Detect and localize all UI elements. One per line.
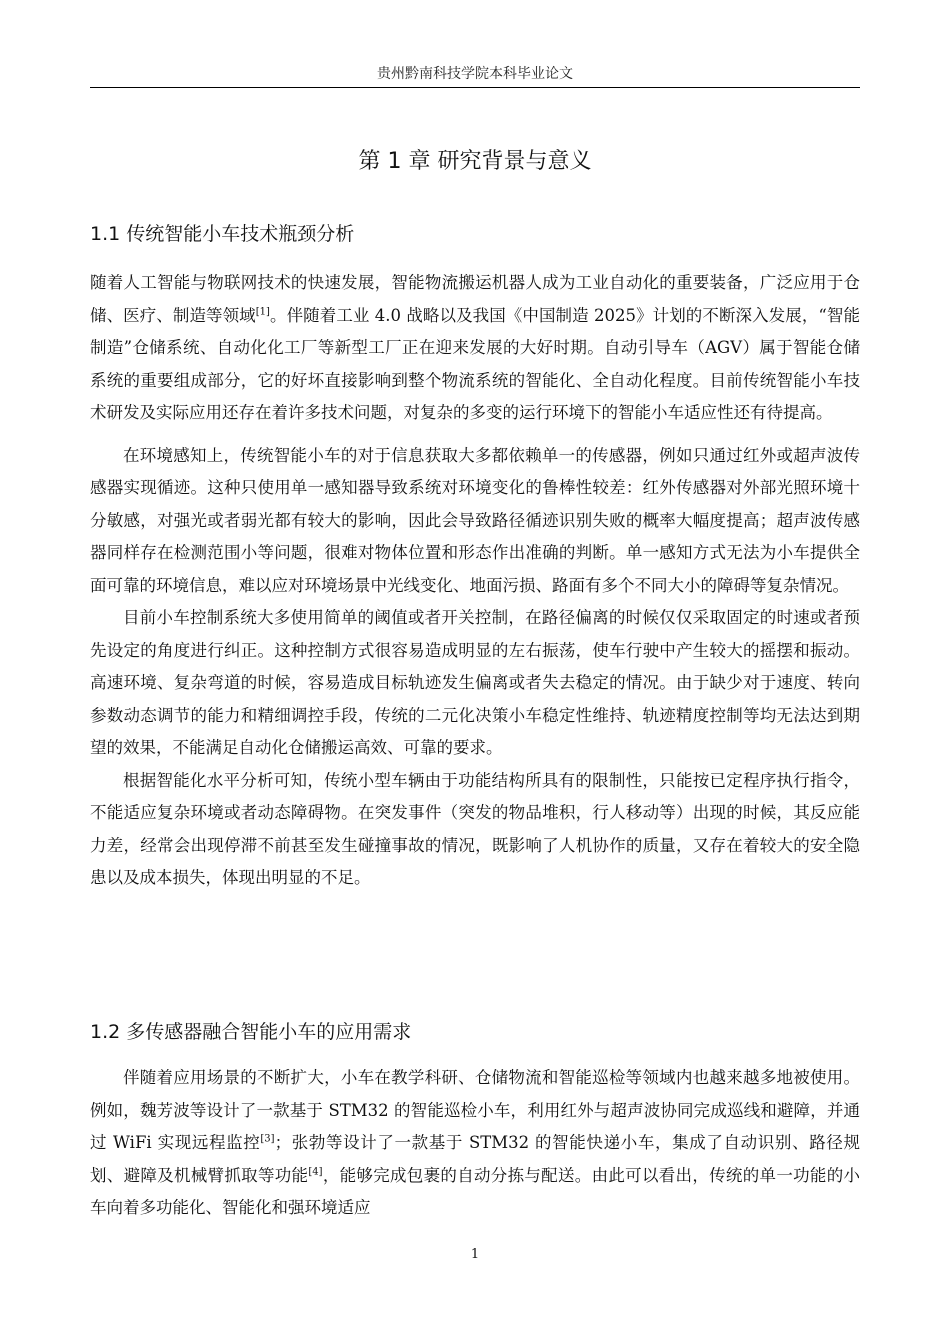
page-number: 1: [470, 1247, 480, 1262]
citation-4: [4]: [308, 1166, 323, 1177]
chapter-title: 第 1 章 研究背景与意义: [358, 149, 592, 174]
citation-1: [1]: [255, 306, 270, 317]
section-title-1-1: 1.1 传统智能小车技术瓶颈分析: [90, 223, 355, 245]
paragraph-5-text-a: 伴随着应用场景的不断扩大，小车在教学科研、仓储物流和智能巡检等领域内也越来越多地被使用。例如，魏芳波等设计了一款基于 STM32 的智能巡检小车，利用红外与超声波协同完成巡线和避障，并通过 WiFi 实现远程监控: [90, 1068, 860, 1152]
paragraph-1-text-b: 。伴随着工业 4.0 战略以及我国《中国制造 2025》计划的不断深入发展，“智能制造”仓储系统、自动化化工厂等新型工厂正在迎来发展的大好时期。自动引导车（AGV）属于智能仓储系统的重要组成部分，它的好坏直接影响到整个物流系统的智能化、全自动化程度。目前传统智能小车技术研发及实际应用还存在着许多技术问题，对复杂的多变的运行环境下的智能小车适应性还有待提高。: [90, 305, 861, 422]
section-1-2-body: [90, 1062, 860, 1225]
citation-3: [3]: [260, 1133, 275, 1145]
paragraph-1: [90, 267, 860, 430]
paragraph-1-text-a: 随着人工智能与物联网技术的快速发展，智能物流搬运机器人成为工业自动化的重要装备，广泛应用于仓储、医疗、制造等领域: [90, 273, 860, 325]
paragraph-5-text-b: ；张勃等设计了一款基于 STM32 的智能快递小车，集成了自动识别、路径规划、避障及机械臂抓取等功能: [90, 1133, 860, 1185]
section-title-1-2: 1.2 多传感器融合智能小车的应用需求: [90, 1021, 412, 1043]
paragraph-2: 在环境感知上，传统智能小车的对于信息获取大多都依赖单一的传感器，例如只通过红外或超声波传感器实现循迹。这种只使用单一感知器导致系统对环境变化的鲁棒性较差：红外传感器对外部光照环境十分敏感，对强光或者弱光都有较大的影响，因此会导致路径循迹识别失败的概率大幅度提高；超声波传感器同样存在检测范围小等问题，很难对物体位置和形态作出准确的判断。单一感知方式无法为小车提供全面可靠的环境信息，难以应对环境场景中光线变化、地面污损、路面有多个不同大小的障碍等复杂情况。: [90, 445, 860, 595]
paragraph-3: 目前小车控制系统大多使用简单的阈值或者开关控制，在路径偏离的时候仅仅采取固定的时速或者预先设定的角度进行纠正。这种控制方式很容易造成明显的左右振荡，使车行驶中产生较大的摇摆和振动。高速环境、复杂弯道的时候，容易造成目标轨迹发生偏离或者失去稳定的情况。由于缺少对于速度、转向参数动态调节的能力和精细调控手段，传统的二元化决策小车稳定性维持、轨迹精度控制等均无法达到期望的效果，不能满足自动化仓储搬运高效、可靠的要求。: [90, 608, 860, 757]
running-header: 贵州黔南科技学院本科毕业论文: [377, 66, 573, 82]
header-rule: [90, 87, 860, 88]
section-1-1-body: [90, 267, 860, 895]
paragraph-4: 根据智能化水平分析可知，传统小型车辆由于功能结构所具有的限制性，只能按已定程序执行指令，不能适应复杂环境或者动态障碍物。在突发事件（突发的物品堆积，行人移动等）出现的时候，其反应能力差，经常会出现停滞不前甚至发生碰撞事故的情况，既影响了人机协作的质量，又存在着较大的安全隐患以及成本损失，体现出明显的不足。: [90, 770, 860, 887]
paragraph-5: [90, 1062, 860, 1225]
paragraph-5-text-c: ，能够完成包裹的自动分拣与配送。由此可以看出，传统的单一功能的小车向着多功能化、智能化和强环境适应: [90, 1165, 861, 1217]
